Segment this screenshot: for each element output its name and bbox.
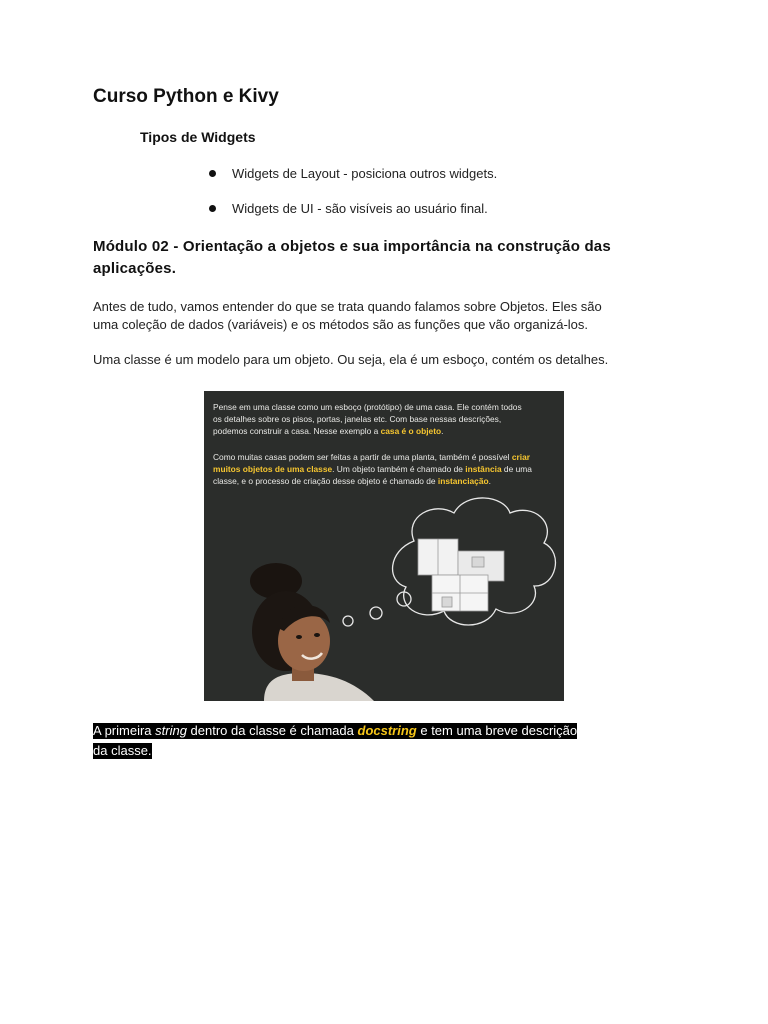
figure-text-span: classe, e o processo de criação desse objeto é chamado de: [213, 476, 438, 486]
figure-text-span: . Um objeto também é chamado de: [332, 464, 466, 474]
class-illustration-image: [204, 391, 564, 701]
figure-highlight: criar: [511, 452, 531, 462]
list-item: [209, 166, 497, 181]
figure-text-span: .: [488, 476, 491, 486]
figure-highlight: instância: [465, 464, 502, 474]
figure-text-line: Pense em uma classe como um esboço (protótipo) de uma casa. Ele contém todos: [213, 402, 522, 412]
highlight-italic: string: [155, 723, 187, 738]
woman-thinking-illustration: [204, 391, 564, 701]
paragraph-line: uma coleção de dados (variáveis) e os métodos são as funções que vão organizá-los.: [93, 317, 589, 332]
figure-text-span: .: [441, 426, 444, 436]
highlight-span: da classe.: [93, 743, 152, 758]
highlight-span: A primeira: [93, 723, 156, 738]
docstring-term: docstring: [357, 723, 417, 738]
module-heading: [93, 236, 683, 280]
list-item: [209, 201, 488, 216]
figure-text-span: de uma: [501, 464, 532, 474]
figure-highlight: casa é o objeto: [380, 426, 442, 436]
highlight-span: e tem uma breve descrição: [416, 723, 578, 738]
list-item-text: Widgets de Layout - posiciona outros widgets.: [232, 166, 498, 181]
figure-text-line: os detalhes sobre os pisos, portas, janelas etc. Com base nessas descrições,: [213, 414, 502, 424]
module-heading-line: Módulo 02 - Orientação a objetos e sua importância na construção das: [93, 238, 611, 255]
section-subtitle: Tipos de Widgets: [140, 129, 256, 145]
highlight-span: dentro da classe é chamada: [186, 723, 358, 738]
figure-text-span: podemos construir a casa. Nesse exemplo a: [213, 426, 381, 436]
module-heading-line: aplicações.: [93, 260, 177, 277]
floor-plan-icon: [418, 539, 504, 611]
figure-text-span: Como muitas casas podem ser feitas a partir de uma planta, também é possível: [213, 452, 512, 462]
paragraph: Uma classe é um modelo para um objeto. Ou seja, ela é um esboço, contém os detalhes.: [93, 352, 609, 367]
paragraph: [93, 298, 693, 334]
figure-highlight: instanciação: [437, 476, 489, 486]
highlighted-line: [93, 741, 673, 761]
list-item-text: Widgets de UI - são visíveis ao usuário final.: [232, 201, 488, 216]
bullet-icon: [209, 170, 216, 177]
document-title: Curso Python e Kivy: [93, 86, 279, 107]
bullet-icon: [209, 205, 216, 212]
figure-highlight: muitos objetos de uma classe: [213, 464, 333, 474]
woman-portrait: [250, 563, 374, 701]
highlighted-line: [93, 721, 673, 741]
highlighted-text: [93, 721, 673, 761]
paragraph-line: Antes de tudo, vamos entender do que se trata quando falamos sobre Objetos. Eles são: [93, 299, 602, 314]
